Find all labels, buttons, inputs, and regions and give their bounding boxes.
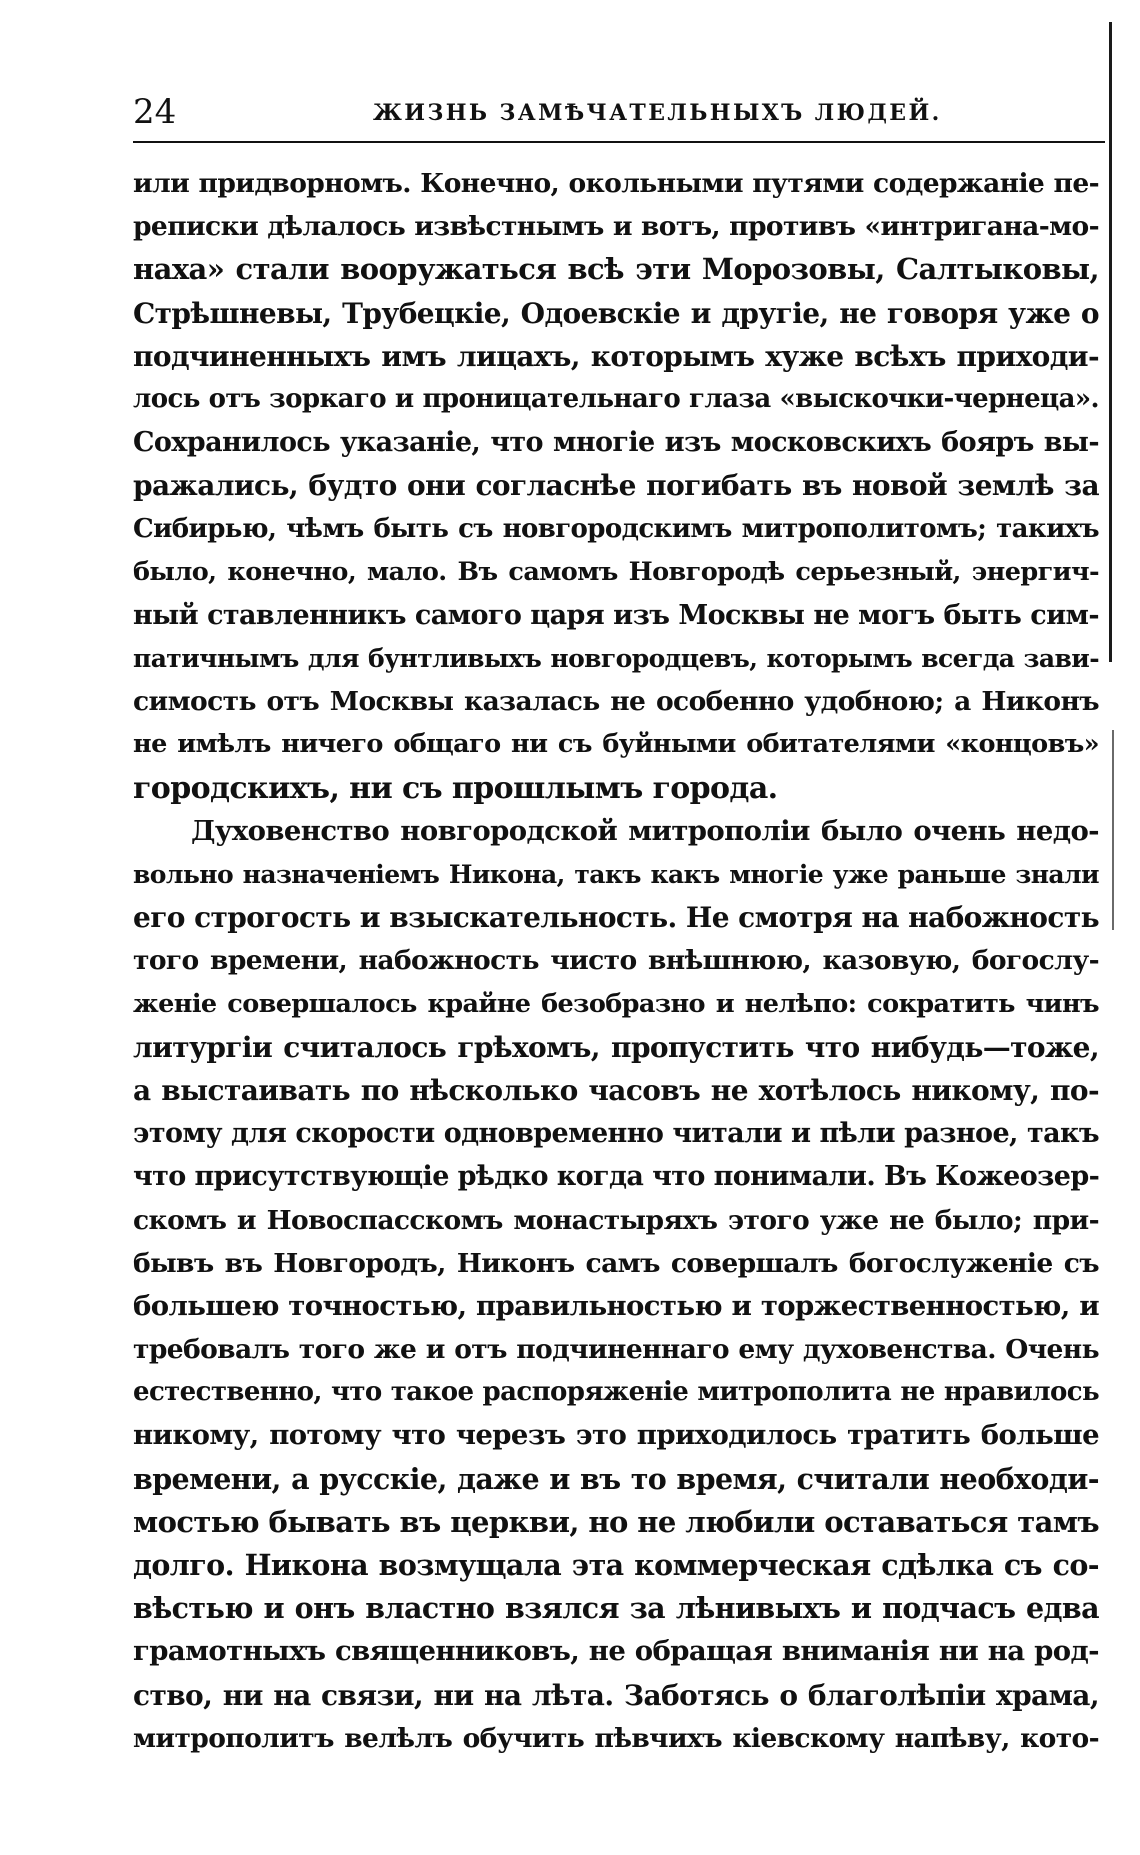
- text-line: ство, ни на связи, ни на лѣта. Заботясь о благолѣпіи храма,: [133, 1678, 1099, 1712]
- text-line: что присутствующіе рѣдко когда что понимали. Въ Кожеозер-: [133, 1161, 1100, 1193]
- text-line: лось отъ зоркаго и проницательнаго глаза «выскочки-чернеца».: [133, 383, 1099, 414]
- text-line: наха» стали вооружаться всѣ эти Морозовы, Салтыковы,: [133, 252, 1099, 287]
- text-line: никому, потому что черезъ это приходилось тратить больше: [133, 1419, 1099, 1452]
- text-line: скомъ и Новоспасскомъ монастыряхъ этого уже не было; при-: [133, 1204, 1099, 1236]
- text-line: реписки дѣлалось извѣстнымъ и вотъ, противъ «интригана-мо-: [133, 211, 1099, 243]
- text-line: Сохранилось указаніе, что многіе изъ московскихъ бояръ вы-: [133, 427, 1099, 459]
- paragraph-2: [133, 810, 1099, 1760]
- text-line: того времени, набожность чисто внѣшнюю, казовую, богослу-: [133, 945, 1099, 977]
- text-line: городскихъ, ни съ прошлымъ города.: [133, 770, 778, 806]
- running-title: ЖИЗНЬ ЗАМѢЧАТЕЛЬНЫХЪ ЛЮДЕЙ.: [373, 100, 942, 126]
- header-rule: [133, 141, 1105, 143]
- right-margin-rule-lower: [1112, 730, 1114, 930]
- text-line: грамотныхъ священниковъ, не обращая вниманія ни на род-: [133, 1635, 1099, 1668]
- text-line: этому для скорости одновременно читали и пѣли разное, такъ: [133, 1118, 1099, 1150]
- text-line: времени, а русскіе, даже и въ то время, считали необходи-: [133, 1461, 1099, 1496]
- page-header: [133, 92, 1105, 140]
- right-margin-rule: [1109, 22, 1112, 662]
- text-line: симость отъ Москвы казалась не особенно удобною; а Никонъ: [133, 686, 1099, 718]
- text-line: большею точностью, правильностью и торжественностью, и: [133, 1289, 1099, 1322]
- text-line: было, конечно, мало. Въ самомъ Новгородѣ серьезный, энергич-: [133, 556, 1099, 587]
- text-line: вѣстью и онъ властно взялся за лѣнивыхъ и подчасъ едва: [133, 1591, 1099, 1626]
- text-line: патичнымъ для бунтливыхъ новгородцевъ, которымъ всегда зави-: [133, 644, 1099, 674]
- text-line: мостью бывать въ церкви, но не любили оставаться тамъ: [133, 1504, 1099, 1539]
- text-line: Сибирью, чѣмъ быть съ новгородскимъ митрополитомъ; такихъ: [133, 513, 1099, 544]
- page-number: 24: [133, 92, 177, 132]
- text-line: ный ставленникъ самого царя изъ Москвы не могъ быть сим-: [133, 599, 1099, 631]
- text-line: его строгость и взыскательность. Не смотря на набожность: [133, 901, 1099, 935]
- text-line: или придворномъ. Конечно, окольными путями содержаніе пе-: [133, 168, 1099, 199]
- text-line: женіе совершалось крайне безобразно и нелѣпо: сократить чинъ: [133, 988, 1099, 1019]
- text-line: Духовенство новгородской митрополіи было очень недо-: [191, 814, 1099, 847]
- text-line: литургіи считалось грѣхомъ, пропустить что нибудь—тоже,: [133, 1030, 1099, 1064]
- text-line: а выстаивать по нѣсколько часовъ не хотѣлось никому, по-: [133, 1073, 1099, 1107]
- body-text: [133, 162, 1099, 1760]
- text-line: естественно, что такое распоряженіе митрополита не нравилось: [133, 1377, 1099, 1408]
- paragraph-1: [133, 162, 1099, 810]
- text-line: подчиненныхъ имъ лицахъ, которымъ хуже всѣхъ приходи-: [133, 339, 1099, 373]
- text-line: бывъ въ Новгородъ, Никонъ самъ совершалъ богослуженіе съ: [133, 1247, 1099, 1279]
- text-line: митрополитъ велѣлъ обучить пѣвчихъ кіевскому напѣву, кото-: [133, 1722, 1099, 1754]
- text-line: Стрѣшневы, Трубецкіе, Одоевскіе и другіе, не говоря уже о: [133, 296, 1099, 330]
- text-line: ражались, будто они согласнѣе погибать въ новой землѣ за: [133, 469, 1099, 503]
- text-line: долго. Никона возмущала эта коммерческая сдѣлка съ со-: [133, 1548, 1099, 1582]
- text-line: требовалъ того же и отъ подчиненнаго ему духовенства. Очень: [133, 1334, 1099, 1366]
- text-line: вольно назначеніемъ Никона, такъ какъ многіе уже раньше знали: [133, 860, 1099, 889]
- text-line: не имѣлъ ничего общаго ни съ буйными обитателями «концовъ»: [133, 729, 1099, 760]
